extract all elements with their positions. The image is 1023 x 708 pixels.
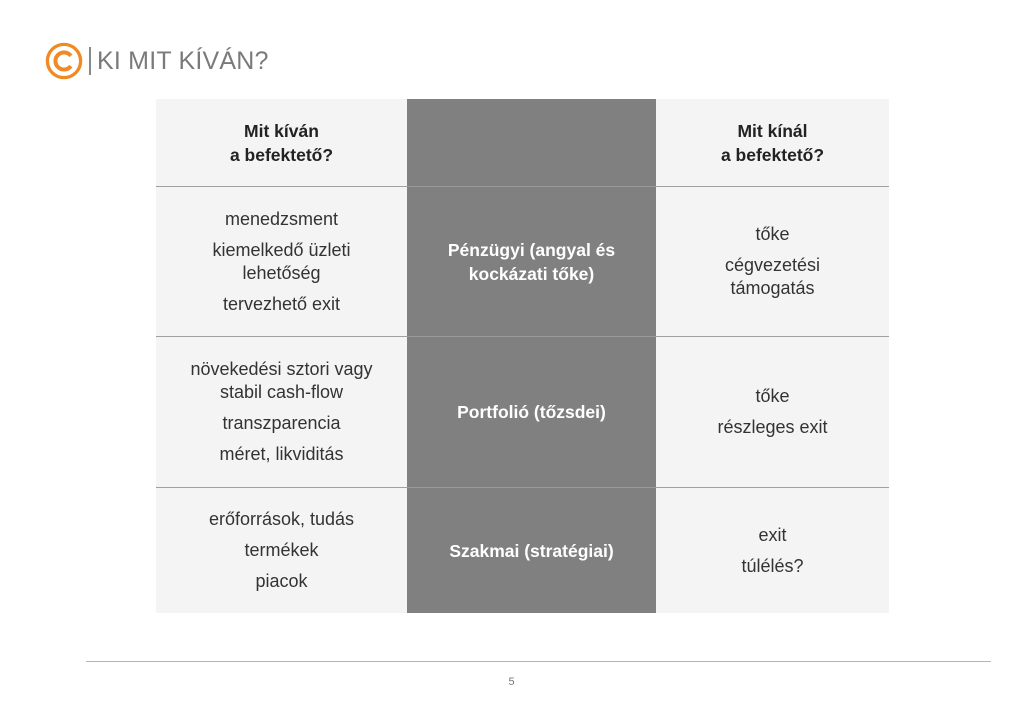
header-middle-cell [407,99,656,186]
row-1-offers-cell [656,187,889,336]
list-item: méret, likviditás [219,444,344,464]
row-3-category-cell [407,488,656,613]
list-item: részleges exit [717,417,828,437]
row-1-category-cell [407,187,656,336]
footer-divider [86,661,991,662]
list-item: tőke [755,224,790,244]
list-item: exit [758,524,787,545]
header-left-line-1: Mit kíván [244,120,319,141]
header-right-cell [656,99,889,186]
category-label: Pénzügyi (angyal és kockázati tőke) [447,239,616,284]
list-item: tervezhető exit [222,293,341,314]
list-item: cégvezetési támogatás [724,255,821,298]
list-item: menedzsment [224,208,339,229]
list-item: termékek [244,540,319,560]
page-title: KI MIT KÍVÁN? [97,46,269,75]
slide-header [45,41,269,81]
list-item: tőke [755,386,790,406]
category-label: Szakmai (stratégiai) [449,540,614,561]
row-2-wants-cell [156,337,407,487]
list-item: transzparencia [222,413,341,433]
category-label: Portfolió (tőzsdei) [457,402,606,422]
list-item: növekedési sztori vagy stabil cash-flow [190,359,373,402]
copyright-circle-icon [45,42,83,80]
row-3-wants-cell [156,488,407,613]
title-divider [89,47,91,75]
list-item: erőforrások, tudás [208,509,355,529]
investor-table [156,99,889,613]
list-item: kiemelkedő üzleti lehetőség [212,239,351,283]
header-right-line-2: a befektető? [720,144,825,165]
row-3-offers-cell [656,488,889,613]
row-2-offers-cell [656,337,889,487]
page-number: 5 [508,676,515,688]
header-right-line-1: Mit kínál [737,120,808,141]
header-left-cell [156,99,407,186]
row-1-wants-cell [156,187,407,336]
row-2-category-cell [407,337,656,487]
list-item: piacok [255,571,308,591]
header-left-line-2: a befektető? [229,144,334,165]
list-item: túlélés? [741,555,804,576]
